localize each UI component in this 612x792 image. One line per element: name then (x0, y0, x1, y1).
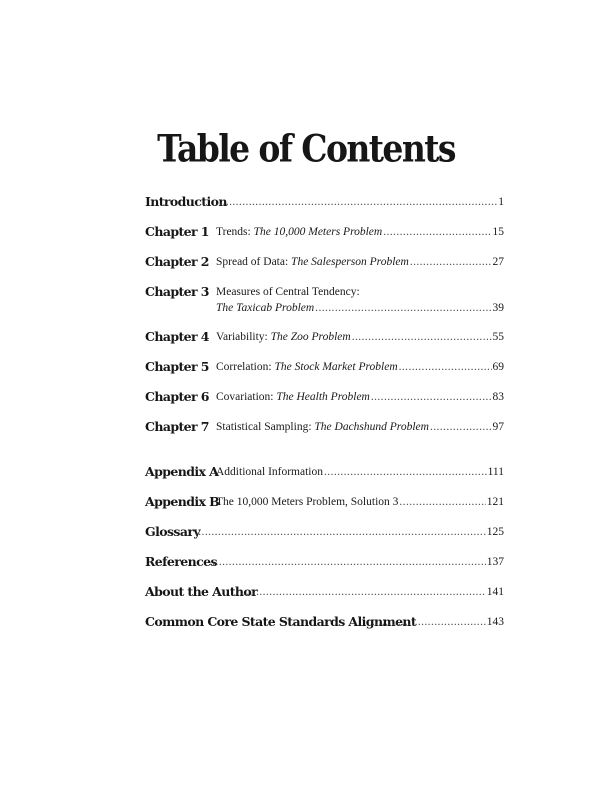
toc-entry-appendix-a[interactable] (145, 465, 504, 483)
toc-entry-chapter-3[interactable] (145, 285, 504, 319)
page-number: 83 (492, 391, 504, 403)
leader-dots (216, 195, 497, 209)
toc-line (216, 301, 504, 315)
page-number: 97 (492, 421, 504, 433)
leader-dots (352, 330, 492, 344)
toc-label: Chapter 2 (145, 254, 209, 269)
page-number: 69 (492, 361, 504, 373)
leader-dots (372, 615, 486, 629)
leader-dots (410, 255, 492, 269)
page-number: 143 (486, 616, 504, 628)
toc-entry-references[interactable] (145, 555, 504, 573)
toc-label: Chapter 4 (145, 329, 209, 344)
leader-dots (430, 420, 492, 434)
page-number: 121 (486, 496, 504, 508)
chapter-topic: Trends: (216, 226, 254, 238)
toc-label: Chapter 3 (145, 284, 209, 299)
toc-line (216, 255, 504, 269)
chapter-problem: The Stock Market Problem (274, 361, 398, 373)
chapter-topic: Spread of Data: (216, 256, 292, 268)
toc-label: Common Core State Standards Alignment (145, 614, 417, 629)
toc-label: About the Author (145, 584, 258, 599)
toc-line (216, 495, 504, 509)
page-number: 137 (486, 556, 504, 568)
leader-dots (195, 525, 486, 539)
leader-dots (371, 390, 492, 404)
toc-entry-about-the-author[interactable] (145, 585, 504, 603)
page-number: 1 (498, 196, 504, 208)
chapter-problem: The Health Problem (276, 391, 370, 403)
toc-entry-chapter-5[interactable] (145, 360, 504, 378)
chapter-topic: Covariation: (216, 391, 277, 403)
toc-line (216, 420, 504, 434)
toc-entry-chapter-2[interactable] (145, 255, 504, 273)
toc-entry-chapter-4[interactable] (145, 330, 504, 348)
chapter-problem: The Taxicab Problem (216, 302, 315, 314)
toc-line (216, 360, 504, 374)
toc-label: Chapter 5 (145, 359, 209, 374)
toc-line (145, 585, 504, 599)
chapter-topic: Variability: (216, 331, 271, 343)
chapter-problem: The Dachshund Problem (314, 421, 429, 433)
toc-label: References (145, 554, 217, 569)
leader-dots (315, 301, 491, 315)
chapter-topic: Statistical Sampling: (216, 421, 315, 433)
leader-dots (399, 495, 485, 509)
page-number: 111 (487, 466, 504, 478)
toc-line (145, 555, 504, 569)
toc-label: Chapter 7 (145, 419, 209, 434)
toc-line (216, 390, 504, 404)
toc-entry-chapter-7[interactable] (145, 420, 504, 438)
page-number: 27 (492, 256, 504, 268)
toc-label: Chapter 1 (145, 224, 209, 239)
chapter-problem: The Zoo Problem (270, 331, 351, 343)
toc-line (216, 225, 504, 239)
page-number: 141 (486, 586, 504, 598)
toc-entry-chapter-6[interactable] (145, 390, 504, 408)
toc-line (216, 330, 504, 344)
page-title: Table of Contents (157, 127, 455, 171)
appendix-topic: The 10,000 Meters Problem, Solution 3 (216, 496, 399, 508)
toc-entry-common-core-alignment[interactable] (145, 615, 504, 633)
appendix-topic: Additional Information (216, 466, 323, 478)
leader-dots (399, 360, 492, 374)
toc-line (145, 525, 504, 539)
toc-entry-chapter-1[interactable] (145, 225, 504, 243)
toc-entry-appendix-b[interactable] (145, 495, 504, 513)
chapter-topic: Measures of Central Tendency: (216, 286, 360, 298)
toc-label: Appendix A (145, 464, 219, 479)
leader-dots (243, 585, 486, 599)
toc-line (216, 465, 504, 479)
leader-dots (324, 465, 487, 479)
chapter-problem: The 10,000 Meters Problem (253, 226, 383, 238)
page-number: 55 (492, 331, 504, 343)
page-number: 125 (486, 526, 504, 538)
toc-label: Chapter 6 (145, 389, 209, 404)
leader-dots (383, 225, 491, 239)
toc-label: Appendix B (145, 494, 220, 509)
page-number: 39 (492, 302, 504, 314)
leader-dots (209, 555, 486, 569)
toc-entry-glossary[interactable] (145, 525, 504, 543)
chapter-problem: The Salesperson Problem (291, 256, 409, 268)
toc-line (145, 615, 504, 629)
toc-line (145, 195, 504, 209)
toc-label: Introduction (145, 194, 227, 209)
toc-label: Glossary (145, 524, 200, 539)
toc-entry-introduction[interactable] (145, 195, 504, 213)
chapter-topic: Correlation: (216, 361, 275, 373)
page-number: 15 (492, 226, 504, 238)
